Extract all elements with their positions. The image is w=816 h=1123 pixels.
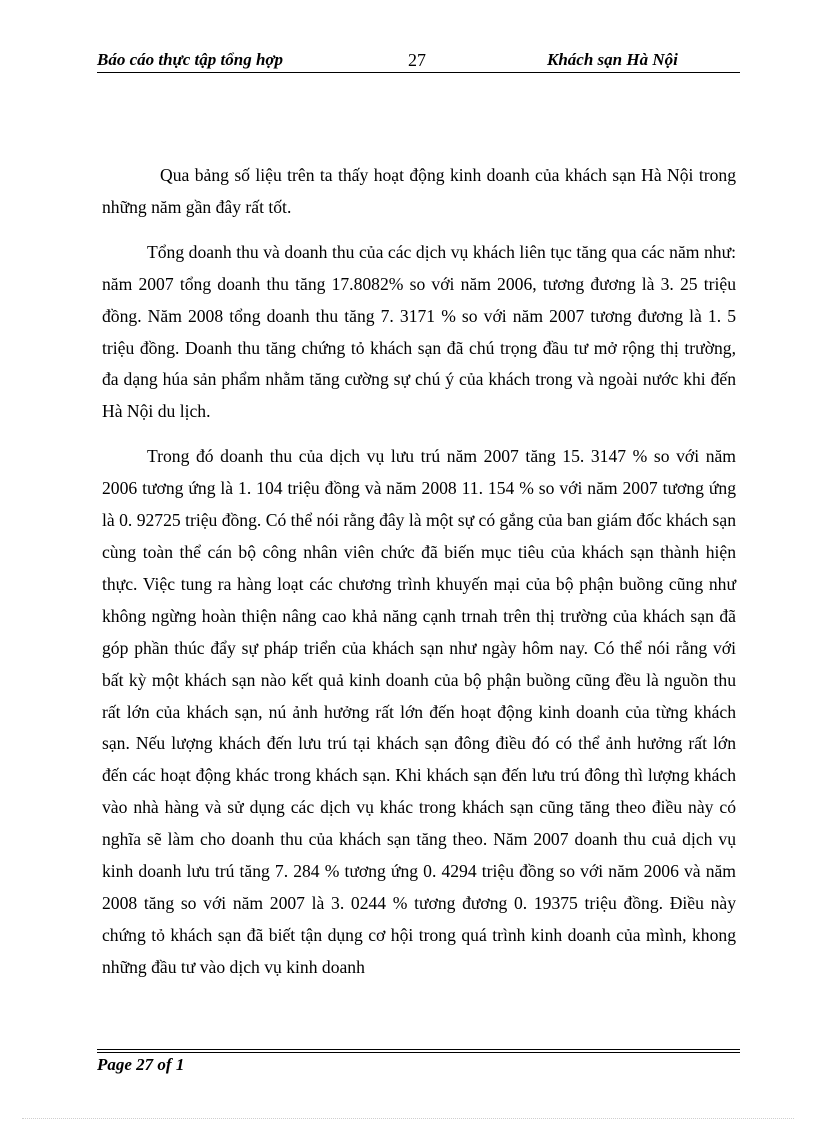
paragraph-accommodation-revenue: Trong đó doanh thu của dịch vụ lưu trú năm 2007 tăng 15. 3147 % so với năm 2006 tương ứng là 1. 104 triệu đồng và năm 2008 11. 154 % so với năm 2007 tương ứng là 0. 92725 triệu đồng. Có thể nói rằng đây là một sự có gắng của ban giám đốc khách sạn cùng toàn thể cán bộ công nhân viên chức đã biến mục tiêu của khách sạn thành hiện thực. Việc tung ra hàng loạt các chương trình khuyến mại của bộ phận buồng cũng như không ngừng hoàn thiện nâng cao khả năng cạnh trnah trên thị trường của khách sạn đã góp phần thúc đẩy sự pháp triển của khách sạn như ngày hôm nay. Có thể nói rằng với bất kỳ một khách sạn nào kết quả kinh doanh của bộ phận buồng cũng đều là nguồn thu rất lớn của khách sạn, nú ảnh hưởng rất lớn đến hoạt động kinh doanh của từng khách sạn. Nếu lượng khách đến lưu trú tại khách sạn đông điều đó có thể ảnh hưởng rất lớn đến các hoạt động khác trong khách sạn. Khi khách sạn đến lưu trú đông thì lượng khách vào nhà hàng và sử dụng các dịch vụ khác trong khách sạn cũng tăng theo điều này có nghĩa sẽ làm cho doanh thu của khách sạn tăng theo. Năm 2007 doanh thu cuả dịch vụ kinh doanh lưu trú tăng 7. 284 % tương ứng 0. 4294 triệu đồng so với năm 2006 và năm 2008 tăng so với năm 2007 là 3. 0244 % tương đương 0. 19375 triệu đồng. Điều này chứng tỏ khách sạn đã biết tận dụng cơ hội trong quá trình kinh doanh của mình, khong những đầu tư vào dịch vụ kinh doanh	[102, 446, 736, 977]
footer-divider-top	[97, 1049, 740, 1050]
footer-page-label: Page 27 of 1	[97, 1055, 185, 1074]
footer-divider-bottom	[97, 1052, 740, 1053]
document-body	[102, 160, 736, 997]
paragraph-summary: Qua bảng số liệu trên ta thấy hoạt động kinh doanh của khách sạn Hà Nội trong những năm gần đây rất tốt.	[102, 165, 736, 217]
header-page-number: 27	[408, 50, 426, 70]
header-hotel-name: Khách sạn Hà Nội	[547, 50, 678, 69]
page-header	[97, 48, 740, 73]
page-edge-line	[22, 1118, 794, 1119]
paragraph-total-revenue: Tổng doanh thu và doanh thu của các dịch vụ khách liên tục tăng qua các năm như: năm 2007 tổng doanh thu tăng 17.8082% so với năm 2006, tương đương là 3. 25 triệu đồng. Năm 2008 tổng doanh thu tăng 7. 3171 % so với năm 2007 tương đương là 1. 5 triệu đồng. Doanh thu tăng chứng tỏ khách sạn đã chú trọng đầu tư mở rộng thị trường, đa dạng húa sản phẩm nhằm tăng cường sự chú ý của khách trong và ngoài nước khi đến Hà Nội du lịch.	[102, 241, 736, 422]
header-report-title: Báo cáo thực tập tổng hợp	[97, 50, 284, 69]
